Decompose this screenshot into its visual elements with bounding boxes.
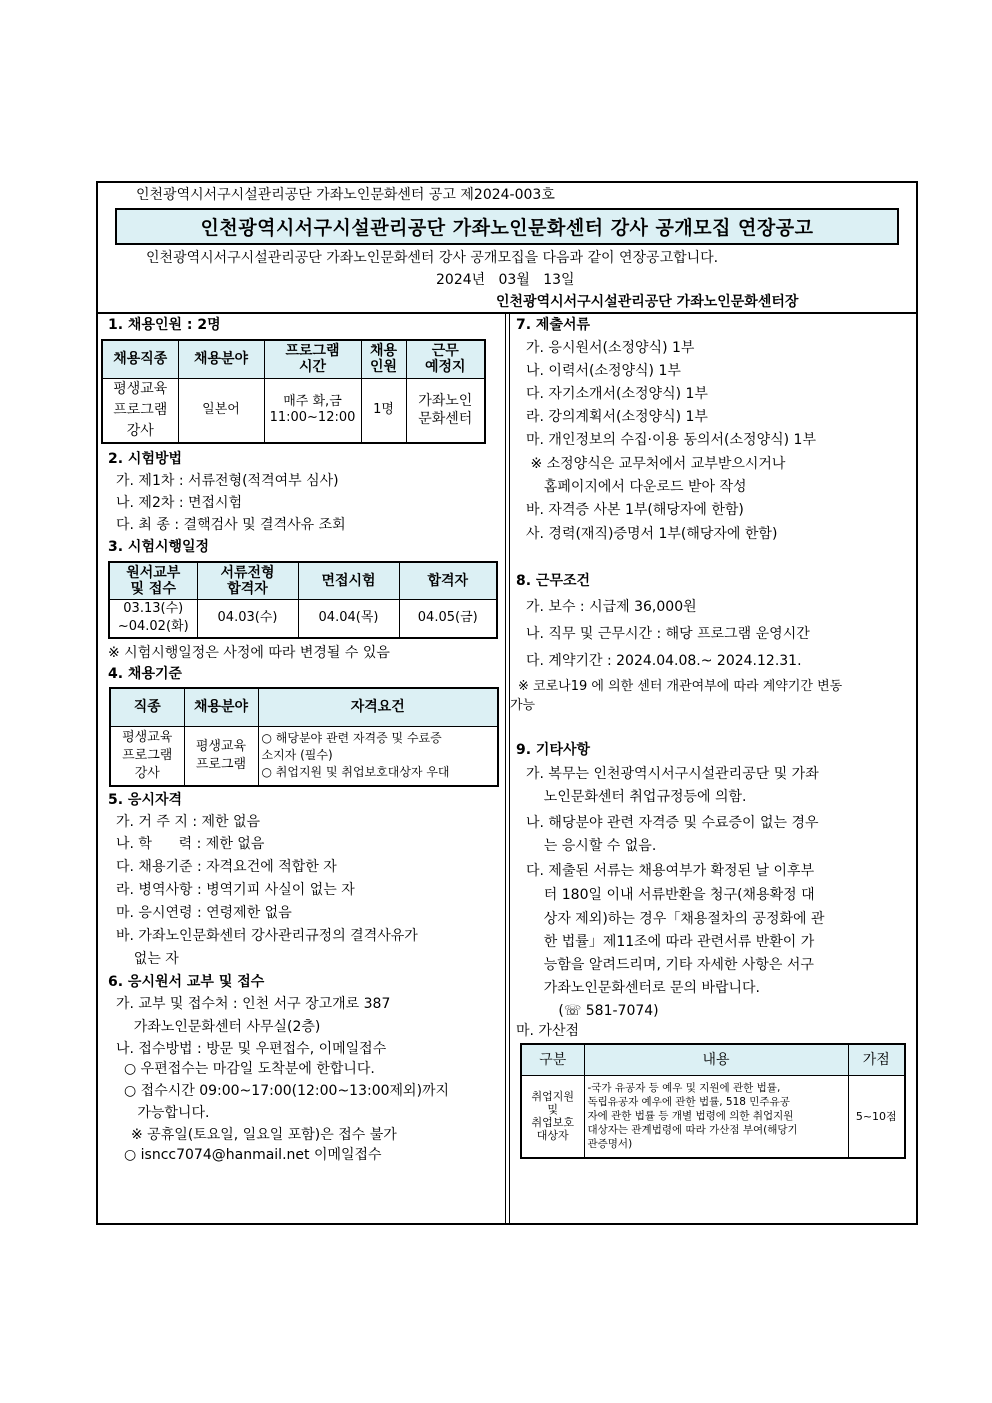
notice-number: 인천광역시서구시설관리공단 가좌노인문화센터 공고 제2024-003호 bbox=[136, 187, 555, 203]
s1-table bbox=[101, 339, 486, 444]
s8-line: 다. 계약기간 : 2024.04.08.~ 2024.12.31. bbox=[526, 653, 802, 669]
s7-line: 다. 자기소개서(소정양식) 1부 bbox=[526, 386, 708, 402]
s4-table bbox=[109, 687, 499, 787]
s1-cell: 1명 bbox=[361, 378, 406, 443]
s9-line: 노인문화센터 취업규정등에 의함. bbox=[526, 789, 747, 805]
s6-line: ※ 공휴일(토요일, 일요일 포함)은 접수 불가 bbox=[131, 1127, 397, 1143]
s1-cell: 평생교육 프로그램 강사 bbox=[102, 378, 178, 443]
s2-line: 가. 제1차 : 서류전형(적격여부 심사) bbox=[116, 473, 339, 489]
s9-heading: 9. 기타사항 bbox=[516, 742, 591, 758]
s9-phone: (☏ 581-7074) bbox=[545, 1003, 659, 1019]
s7-line: 가. 응시원서(소정양식) 1부 bbox=[526, 340, 695, 356]
bonus-cell: -국가 유공자 등 예우 및 지원에 관한 법률, 독립유공자 예우에 관한 법률, 518 민주유공 자에 관한 법률 등 개별 법령에 의한 취업지원 대상자는 관계법령에 따라 가산점 부여(해당기 관증명서) bbox=[584, 1075, 848, 1158]
s5-line: 가. 거 주 지 : 제한 없음 bbox=[116, 814, 261, 830]
s1-header-cell: 프로그램 시간 bbox=[264, 340, 361, 378]
s3-cell: 04.04(목) bbox=[298, 599, 399, 638]
s3-note: ※ 시험시행일정은 사정에 따라 변경될 수 있음 bbox=[108, 645, 390, 661]
s7-heading: 7. 제출서류 bbox=[516, 317, 591, 333]
s8-heading: 8. 근무조건 bbox=[516, 573, 591, 589]
s1-header-cell: 채용분야 bbox=[178, 340, 264, 378]
s4-cell: 평생교육 프로그램 bbox=[184, 726, 258, 786]
s9-line: 는 응시할 수 없음. bbox=[526, 838, 657, 854]
s9-subheading: 마. 가산점 bbox=[516, 1023, 579, 1039]
s3-cell: 04.05(금) bbox=[399, 599, 497, 638]
s1-cell: 매주 화,금 11:00~12:00 bbox=[264, 378, 361, 443]
bonus-header-cell: 내용 bbox=[584, 1044, 848, 1075]
bonus-header-cell: 구분 bbox=[521, 1044, 584, 1075]
s9-line: 나. 해당분야 관련 자격증 및 수료증이 없는 경우 bbox=[526, 815, 819, 831]
s4-cell: 평생교육 프로그램 강사 bbox=[110, 726, 184, 786]
s1-header-cell: 근무 예정지 bbox=[406, 340, 485, 378]
notice-issuer: 인천광역시서구시설관리공단 가좌노인문화센터장 bbox=[496, 294, 799, 310]
s3-header-cell: 면접시험 bbox=[298, 562, 399, 599]
s3-heading: 3. 시험시행일정 bbox=[108, 539, 210, 555]
s3-header-cell: 합격자 bbox=[399, 562, 497, 599]
s6-line: ○ 우편접수는 마감일 도착분에 한합니다. bbox=[124, 1061, 375, 1077]
s5-line: 다. 채용기준 : 자격요건에 적합한 자 bbox=[116, 859, 337, 875]
s6-line: ○ 접수시간 09:00~17:00(12:00~13:00제외)까지 bbox=[124, 1083, 450, 1099]
s6-email-line: ○ isncc7074@hanmail.net 이메일접수 bbox=[124, 1147, 382, 1163]
notice-title: 인천광역시서구시설관리공단 가좌노인문화센터 강사 공개모집 연장공고 bbox=[115, 208, 899, 245]
s7-line: 마. 개인정보의 수집·이용 동의서(소정양식) 1부 bbox=[526, 432, 816, 448]
s3-cell: 03.13(수) ~04.02(화) bbox=[109, 599, 197, 638]
s3-header-cell: 원서교부 및 접수 bbox=[109, 562, 197, 599]
bonus-header-cell: 가점 bbox=[848, 1044, 905, 1075]
s7-line: ※ 소정양식은 교무처에서 교부받으시거나 bbox=[526, 456, 786, 472]
s3-table bbox=[108, 561, 498, 639]
s6-line: 나. 접수방법 : 방문 및 우편접수, 이메일접수 bbox=[116, 1041, 387, 1057]
s4-cell: ○ 해당분야 관련 자격증 및 수료증 소지자 (필수) ○ 취업지원 및 취업보호대상자 우대 bbox=[258, 726, 498, 786]
s6-line: 가. 교부 및 접수처 : 인천 서구 장고개로 387 bbox=[116, 996, 391, 1012]
s3-header-cell: 서류전형 합격자 bbox=[197, 562, 298, 599]
s6-heading: 6. 응시원서 교부 및 접수 bbox=[108, 974, 265, 990]
s5-heading: 5. 응시자격 bbox=[108, 792, 183, 808]
s7-line: 바. 자격증 사본 1부(해당자에 한함) bbox=[526, 502, 744, 518]
bonus-cell: 취업지원 및 취업보호 대상자 bbox=[521, 1075, 584, 1158]
s8-note: ※ 코로나19 에 의한 센터 개관여부에 따라 계약기간 변동 bbox=[518, 679, 843, 694]
s1-header-cell: 채용 인원 bbox=[361, 340, 406, 378]
s4-header-cell: 직종 bbox=[110, 688, 184, 726]
column-divider-a bbox=[505, 313, 506, 1225]
s8-note-cont: 가능 bbox=[510, 698, 536, 713]
s8-line: 가. 보수 : 시급제 36,000원 bbox=[526, 599, 697, 615]
s7-line: 나. 이력서(소정양식) 1부 bbox=[526, 363, 681, 379]
s1-cell: 일본어 bbox=[178, 378, 264, 443]
s4-header-cell: 자격요건 bbox=[258, 688, 498, 726]
s7-line: 홈페이지에서 다운로드 받아 작성 bbox=[526, 479, 747, 495]
s9-line: 한 법률」제11조에 따라 관련서류 반환이 가 bbox=[526, 934, 815, 950]
column-divider-b bbox=[509, 313, 510, 1225]
s8-line: 나. 직무 및 근무시간 : 해당 프로그램 운영시간 bbox=[526, 626, 810, 642]
s9-line: 가. 복무는 인천광역시서구시설관리공단 및 가좌 bbox=[526, 766, 819, 782]
s5-line: 라. 병역사항 : 병역기피 사실이 없는 자 bbox=[116, 882, 355, 898]
s6-line: 가좌노인문화센터 사무실(2층) bbox=[116, 1019, 321, 1035]
s4-header-cell: 채용분야 bbox=[184, 688, 258, 726]
s9-line: 상자 제외)하는 경우「채용절차의 공정화에 관 bbox=[526, 911, 825, 927]
bonus-table bbox=[520, 1043, 906, 1159]
s4-heading: 4. 채용기준 bbox=[108, 666, 183, 682]
s1-header-cell: 채용직종 bbox=[102, 340, 178, 378]
s2-heading: 2. 시험방법 bbox=[108, 451, 183, 467]
s3-cell: 04.03(수) bbox=[197, 599, 298, 638]
notice-intro: 인천광역시서구시설관리공단 가좌노인문화센터 강사 공개모집을 다음과 같이 연장공고합니다. bbox=[146, 250, 719, 266]
s1-cell: 가좌노인 문화센터 bbox=[406, 378, 485, 443]
s9-line: 가좌노인문화센터로 문의 바랍니다. bbox=[526, 980, 761, 996]
s5-line: 없는 자 bbox=[116, 951, 179, 967]
s1-heading: 1. 채용인원 : 2명 bbox=[108, 317, 221, 333]
s5-line: 마. 응시연령 : 연령제한 없음 bbox=[116, 905, 292, 921]
notice-date: 2024년 03월 13일 bbox=[436, 272, 575, 288]
s9-line: 능함을 알려드리며, 기타 자세한 사항은 서구 bbox=[526, 957, 814, 973]
s2-line: 나. 제2차 : 면접시험 bbox=[116, 495, 243, 511]
s6-line: 가능합니다. bbox=[124, 1105, 210, 1121]
s7-line: 라. 강의계획서(소정양식) 1부 bbox=[526, 409, 708, 425]
s9-line: 다. 제출된 서류는 채용여부가 확정된 날 이후부 bbox=[526, 863, 815, 879]
s9-line: 터 180일 이내 서류반환을 청구(채용확정 대 bbox=[526, 887, 815, 903]
s5-line: 나. 학 력 : 제한 없음 bbox=[116, 836, 265, 852]
bonus-cell: 5~10점 bbox=[848, 1075, 905, 1158]
s5-line: 바. 가좌노인문화센터 강사관리규정의 결격사유가 bbox=[116, 928, 418, 944]
s7-line: 사. 경력(재직)증명서 1부(해당자에 한함) bbox=[526, 526, 778, 542]
header-divider bbox=[96, 312, 918, 314]
s2-line: 다. 최 종 : 결핵검사 및 결격사유 조회 bbox=[116, 517, 346, 533]
